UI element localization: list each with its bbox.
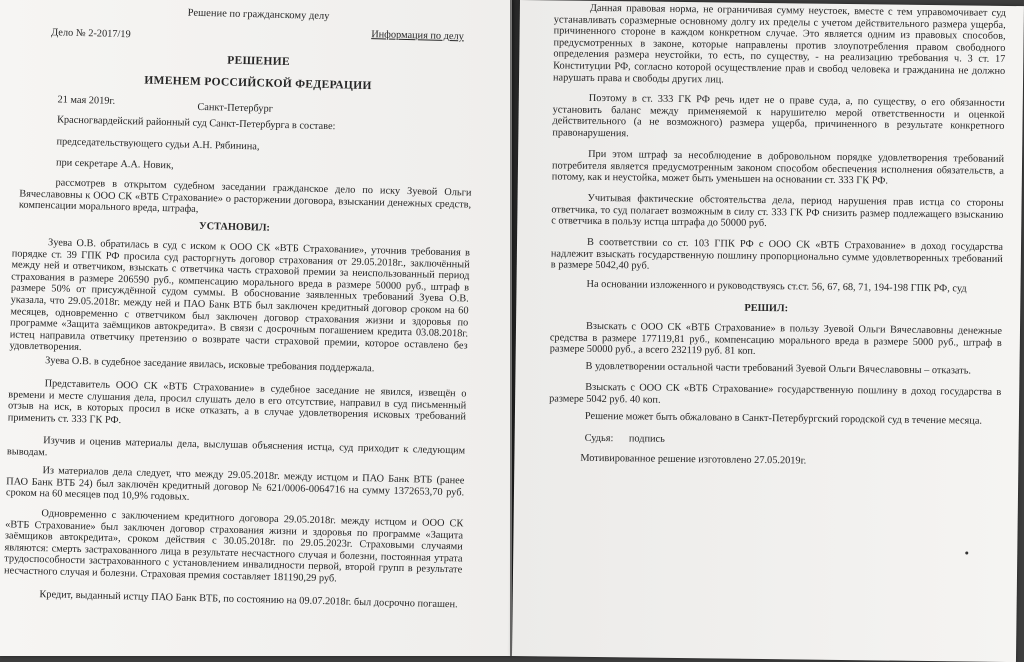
- right-paragraph-1: Данная правовая норма, не ограничивая сумму неустоек, вместе с тем управомочивает суд устанавливать соразмерные основному долгу их пределы с учетом действительного размера ущерба, причиненного стороне в каждом конкретном случае. Это является одним из правовых способов, предусмотренных в законе, которые направлены против злоупотребления правом свободного определения размера неустойки, то есть, по существу, - на реализацию требования ч. 3 ст. 17 Конституции РФ, согласно которой осуществление прав и свобод человека и гражданина не должно нарушать права и свободы других лиц.: [552, 2, 1006, 86]
- decision-subheading: ИМЕНЕМ РОССИЙСКОЙ ФЕДЕРАЦИИ: [144, 74, 372, 93]
- resolved-heading: РЕШИЛ:: [744, 302, 789, 315]
- left-paragraph-7: Кредит, выданный истцу ПАО Банк ВТБ, по состоянию на 09.07.2018г. был досрочно погашен.: [39, 589, 458, 611]
- left-paragraph-5: Из материалов дела следует, что между 29.05.2018г. между истцом и ПАО Банк ВТБ (ранее ПАО Банк ВТБ 24) был заключён кредитный договор № 621/0006-0064716 на сумму 1372653,70 руб. сроком на 60 месяцев под 10,9% годовых.: [5, 465, 465, 503]
- right-page: [512, 0, 1024, 662]
- right-paragraph-10: Решение может быть обжаловано в Санкт-Петербургский городской суд в течение месяца.: [584, 410, 983, 427]
- judge-line: председательствующего судьи А.Н. Рябинина,: [56, 136, 260, 153]
- right-paragraph-4: Учитывая фактические обстоятельства дела, период нарушения прав истца со стороны ответчика, то суд полагает возможным в силу ст. 333 ГК РФ снизить размер подлежащего взысканию с ответчика в пользу истца штрафа до 50000 руб.: [551, 192, 1004, 230]
- judge-signature: Судья: подпись: [584, 432, 665, 445]
- decision-date: 21 мая 2019г.: [57, 94, 116, 107]
- established-heading: УСТАНОВИЛ:: [198, 220, 271, 234]
- left-page: [0, 0, 512, 656]
- scan-speck: [965, 551, 968, 554]
- right-paragraph-8: В удовлетворении остальной части требований Зуевой Ольги Вячеславовны – отказать.: [585, 360, 972, 377]
- left-paragraph-6: Одновременно с заключением кредитного договора 29.05.2018г. между истцом и ООО СК «ВТБ Страхование» был заключен договор страхования жизни и здоровья по программе «Защита заёмщиков автокредита», сроком действия с 30.05.2018г. по 29.05.2023г. Страховыми случаями являются: смерть застрахованного лица в результате несчастного случая и болезни, постоянная утрата трудоспособности застрахованного с установлением инвалидности первой, второй групп в результате несчастного случая и болезни. Страховая премия составляет 181190,29 руб.: [3, 508, 464, 585]
- court-name: Красногвардейский районный суд Санкт-Петербурга в составе:: [56, 114, 336, 133]
- intro-paragraph: рассмотрев в открытом судебном заседании гражданское дело по иску Зуевой Ольги Вячеславовны к ООО СК «ВТБ Страхование» о расторжении договора, взыскании денежных средств, компенсации морального вреда, штрафа,: [18, 177, 472, 216]
- decision-city: Санкт-Петербург: [197, 101, 274, 115]
- info-link[interactable]: Информация по делу: [371, 29, 464, 43]
- right-paragraph-6: На основании изложенного и руководствуясь ст.ст. 56, 67, 68, 71, 194-198 ГПК РФ, суд: [586, 278, 967, 295]
- right-paragraph-3: При этом штраф за несоблюдение в добровольном порядке удовлетворения требований потребителя является предусмотренным законом способом обеспечения исполнения обязательств, а потому, как и неустойка, может быть уменьшен на основании ст. 333 ГК РФ.: [551, 148, 1005, 187]
- decision-heading: РЕШЕНИЕ: [227, 54, 291, 69]
- left-paragraph-2: Зуева О.В. в судебное заседание явилась, исковые требования поддержала.: [45, 355, 375, 375]
- right-paragraph-7: Взыскать с ООО СК «ВТБ Страхование» в пользу Зуевой Ольги Вячеславовны денежные средства в размере 177119,81 руб., компенсацию морального вреда в размере 5000 руб., штраф в размере 50000 руб., а всего 232119 руб. 81 коп.: [549, 320, 1003, 358]
- motivated-decision-date: Мотивированное решение изготовлено 27.05.2019г.: [580, 452, 807, 467]
- right-paragraph-5: В соответствии со ст. 103 ГПК РФ с ООО СК «ВТБ Страхование» в доход государства надлежит взыскать государственную пошлину пропорционально сумме удовлетворенных требований в размере 5042,40 руб.: [550, 236, 1004, 272]
- right-paragraph-9: Взыскать с ООО СК «ВТБ Страхование» государственную пошлину в доход государства в размере 5042 руб. 40 коп.: [549, 381, 1002, 406]
- secretary-line: при секретаре А.А. Новик,: [55, 157, 174, 172]
- right-paragraph-2: Поэтому в ст. 333 ГК РФ речь идет не о праве суда, а, по существу, о его обязанности установить баланс между применяемой к нарушителю мерой ответственности и оценкой действительного (а не возможного) размера ущерба, причиненного в результате конкретного правонарушения.: [552, 92, 1005, 140]
- left-paragraph-1: Зуева О.В. обратилась в суд с иском к ООО СК «ВТБ Страхование», уточнив требования в порядке ст. 39 ГПК РФ просила суд расторгнуть договор страхования от 29.05.2018г., заключённый между ней и ответчиком, взыскать с ответчика часть страховой премии за неиспользованный период страхования в размере 206590 руб., компенсацию морального вреда в размере 50000 руб., штраф в размере 50% от присуждённой судом суммы. В обоснование заявленных требований Зуева О.В. указала, что 29.05.2018г. между ней и ПАО Банк ВТБ был заключен кредитный договор сроком на 60 месяцев, одновременно с ответчиком был заключен договор страхования жизни и здоровья по программе «Защита заёмщиков автокредита». В связи с досрочным погашением кредита 03.08.2018г. истец направила ответчику претензию о возврате части страховой премии, которое оставлено без удовлетворения.: [9, 237, 471, 354]
- header-title: Решение по гражданскому делу: [187, 7, 330, 23]
- case-number: Дело № 2-2017/19: [51, 27, 131, 41]
- left-paragraph-3: Представитель ООО СК «ВТБ Страхование» в судебное заседание не явился, извещён о времени и месте слушания дела, просил слушать дело в его отсутствие, направил в суд письменный отзыв на иск, в которых просил в иске отказать, а в случае удовлетворения исковых требований применить ст. 333 ГК РФ.: [7, 378, 467, 426]
- left-paragraph-4: Изучив и оценив материалы дела, выслушав объяснения истца, суд приходит к следующим выводам.: [6, 435, 466, 458]
